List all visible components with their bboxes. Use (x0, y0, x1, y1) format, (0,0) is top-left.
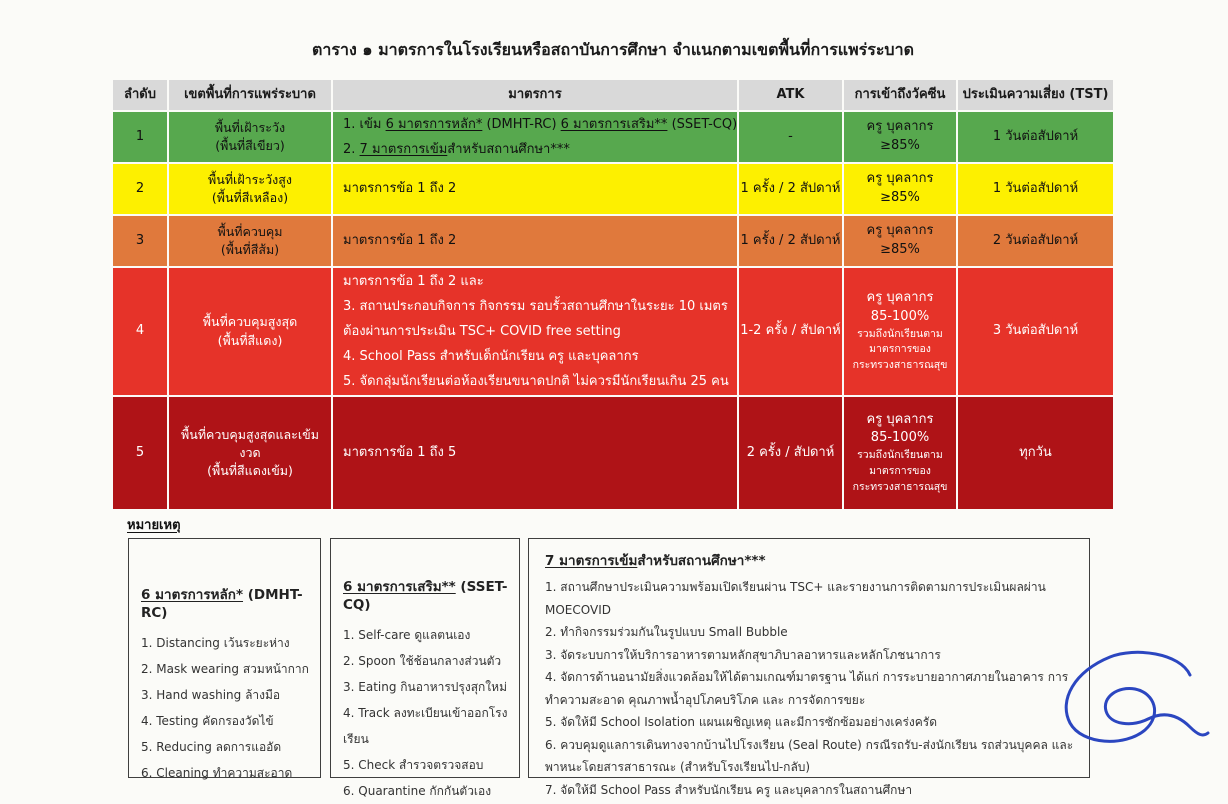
note-item: 1. Self-care ดูแลตนเอง (343, 628, 471, 642)
header-vaccine: การเข้าถึงวัคซีน (844, 80, 956, 110)
tst-cell: 1 วันต่อสัปดาห์ (958, 164, 1113, 214)
vaccine-cell (844, 112, 956, 162)
measures-cell (333, 268, 737, 395)
handwritten-signature (1040, 645, 1210, 755)
atk-cell: 1 ครั้ง / 2 สัปดาห์ (739, 164, 842, 214)
page-title: ตาราง ๑ มาตรการในโรงเรียนหรือสถาบันการศึกษา จำแนกตามเขตพื้นที่การแพร่ระบาด (312, 40, 914, 59)
atk-cell: 2 ครั้ง / สัปดาห์ (739, 397, 842, 509)
vaccine-note-line: รวมถึงนักเรียนตาม (857, 327, 943, 340)
measure-line: 5. จัดกลุ่มนักเรียนต่อห้องเรียนขนาดปกติ ไม่ควรมีนักเรียนเกิน 25 คน (343, 374, 729, 389)
vaccine-cell (844, 397, 956, 509)
note-box-main-measures (128, 538, 321, 778)
note-item: 3. Eating กินอาหารปรุงสุกใหม่ (343, 680, 507, 694)
note-box-supplementary-measures (330, 538, 520, 798)
vaccine-percent: 85-100% (870, 308, 930, 324)
zone-name: พื้นที่ควบคุมสูงสุด (202, 314, 298, 330)
vaccine-note-line: รวมถึงนักเรียนตาม (857, 449, 943, 462)
row-number: 5 (113, 397, 167, 509)
vaccine-group: ครู บุคลากร (866, 171, 934, 187)
row-number: 1 (113, 112, 167, 162)
note-item: 5. จัดให้มี School Isolation แผนเผชิญเหตุ และมีการซักซ้อมอย่างเคร่งครัด (545, 715, 938, 729)
tst-cell: 1 วันต่อสัปดาห์ (958, 112, 1113, 162)
vaccine-group: ครู บุคลากร (866, 411, 934, 427)
row-number: 4 (113, 268, 167, 395)
vaccine-percent: ≥85% (880, 190, 920, 205)
table-row-green (113, 112, 1113, 162)
note-item: 1. สถานศึกษาประเมินความพร้อมเปิดเรียนผ่าน TSC+ และรายงานการติดตามการประเมินผลผ่าน MOECOVID (545, 580, 1046, 617)
note-item: 2. Spoon ใช้ช้อนกลางส่วนตัว (343, 654, 502, 668)
note-item: 6. Quarantine กักกันตัวเอง (343, 784, 492, 798)
vaccine-percent: 85-100% (870, 430, 930, 446)
atk-cell: 1-2 ครั้ง / สัปดาห์ (739, 268, 842, 395)
row-number: 3 (113, 216, 167, 266)
zone-color-label: (พื้นที่สีแดงเข้ม) (207, 463, 293, 479)
zone-cell (169, 164, 331, 214)
vaccine-note-line: กระทรวงสาธารณสุข (852, 480, 948, 493)
measures-cell: มาตรการข้อ 1 ถึง 2 (333, 216, 737, 266)
notes-heading: หมายเหตุ (127, 518, 181, 533)
note-item: 2. Mask wearing สวมหน้ากาก (141, 662, 309, 676)
measure-line (343, 137, 570, 162)
atk-cell: 1 ครั้ง / 2 สัปดาห์ (739, 216, 842, 266)
note-item: 6. Cleaning ทำความสะอาด (141, 766, 293, 780)
vaccine-group: ครู บุคลากร (866, 290, 934, 306)
measure-underlined-segment: 6 มาตรการเสริม** (560, 117, 668, 132)
zone-cell (169, 216, 331, 266)
zone-cell (169, 268, 331, 395)
zone-color-label: (พื้นที่สีเขียว) (215, 138, 285, 153)
vaccine-note-line: มาตรการของ (869, 343, 931, 356)
measure-text-segment: (DMHT-RC) (482, 117, 561, 132)
note-box-title (343, 575, 511, 613)
vaccine-cell (844, 216, 956, 266)
measure-text-segment: 1. เข้ม (343, 117, 386, 132)
note-box-title (141, 583, 312, 621)
header-measures: มาตรการ (333, 80, 737, 110)
measure-line (343, 112, 737, 137)
note-title-rest: (DMHT-RC) (141, 587, 303, 621)
note-box-title (545, 549, 1077, 571)
measure-line: 3. สถานประกอบกิจการ กิจกรรม รอบรั้วสถานศึกษาในระยะ 10 เมตร (343, 299, 728, 314)
measure-line: มาตรการข้อ 1 ถึง 2 และ (343, 274, 484, 289)
measure-line: ต้องผ่านการประเมิน TSC+ COVID free setting (343, 324, 621, 339)
vaccine-group: ครู บุคลากร (866, 223, 934, 239)
note-item: 3. Hand washing ล้างมือ (141, 688, 281, 702)
note-item: 5. Check สำรวจตรวจสอบ (343, 758, 484, 772)
vaccine-percent: ≥85% (880, 138, 920, 153)
note-title-rest: สำหรับสถานศึกษา*** (637, 553, 766, 569)
table-row-orange (113, 216, 1113, 266)
header-zone: เขตพื้นที่การแพร่ระบาด (169, 80, 331, 110)
measures-cell: มาตรการข้อ 1 ถึง 5 (333, 397, 737, 509)
tst-cell: 3 วันต่อสัปดาห์ (958, 268, 1113, 395)
vaccine-percent: ≥85% (880, 242, 920, 257)
measure-text-segment: สำหรับสถานศึกษา*** (447, 142, 570, 157)
table-header-row (113, 80, 1113, 110)
zone-name: พื้นที่เฝ้าระวังสูง (208, 171, 292, 187)
table-row-red (113, 268, 1113, 395)
tst-cell: 2 วันต่อสัปดาห์ (958, 216, 1113, 266)
note-item: 4. Testing คัดกรองวัดไข้ (141, 714, 274, 728)
note-title-underlined: 6 มาตรการเสริม** (343, 579, 456, 595)
vaccine-note-line: มาตรการของ (869, 464, 931, 477)
zone-name: พื้นที่ควบคุมสูงสุดและเข้มงวด (181, 426, 319, 460)
header-tst: ประเมินความเสี่ยง (TST) (958, 80, 1113, 110)
measures-cell: มาตรการข้อ 1 ถึง 2 (333, 164, 737, 214)
note-title-underlined: 7 มาตรการเข้ม (545, 553, 638, 569)
note-item: 4. จัดการด้านอนามัยสิ่งแวดล้อมให้ได้ตามเกณฑ์มาตรฐาน ได้แก่ การระบายอากาศภายในอาคาร การทำความสะอาด คุณภาพน้ำอุปโภคบริโภค และ การจัดการขยะ (545, 670, 1069, 707)
zone-cell (169, 112, 331, 162)
header-no: ลำดับ (113, 80, 167, 110)
zone-color-label: (พื้นที่สีส้ม) (220, 242, 280, 257)
note-item: 5. Reducing ลดการแออัด (141, 740, 282, 754)
note-title-underlined: 6 มาตรการหลัก* (141, 587, 244, 603)
vaccine-cell (844, 164, 956, 214)
measure-underlined-segment: 7 มาตรการเข้ม (359, 142, 448, 157)
zone-name: พื้นที่ควบคุม (217, 223, 283, 239)
note-item: 7. จัดให้มี School Pass สำหรับนักเรียน ครู และบุคลากรในสถานศึกษา (545, 782, 913, 797)
measure-underlined-segment: 6 มาตรการหลัก* (385, 117, 483, 132)
measures-cell (333, 112, 737, 162)
note-item: 1. Distancing เว้นระยะห่าง (141, 636, 290, 650)
note-title-rest: (SSET-CQ) (343, 579, 508, 613)
note-item: 2. ทำกิจกรรมร่วมกันในรูปแบบ Small Bubble (545, 625, 788, 639)
measure-text-segment: 2. (343, 142, 360, 157)
zone-color-label: (พื้นที่สีเหลือง) (211, 190, 289, 205)
table-row-yellow (113, 164, 1113, 214)
note-box-strict-measures (528, 538, 1090, 797)
vaccine-cell (844, 268, 956, 395)
measures-table (113, 80, 1113, 509)
measure-line: 4. School Pass สำหรับเด็กนักเรียน ครู และบุคลากร (343, 349, 639, 364)
zone-color-label: (พื้นที่สีแดง) (217, 332, 283, 348)
table-row-dark-red (113, 397, 1113, 509)
zone-name: พื้นที่เฝ้าระวัง (214, 119, 286, 135)
measure-text-segment: (SSET-CQ) (667, 117, 738, 132)
vaccine-group: ครู บุคลากร (866, 119, 934, 135)
atk-cell: - (739, 112, 842, 162)
vaccine-note-line: กระทรวงสาธารณสุข (852, 359, 948, 372)
note-item: 4. Track ลงทะเบียนเข้าออกโรงเรียน (343, 706, 508, 746)
header-atk: ATK (739, 80, 842, 110)
tst-cell: ทุกวัน (958, 397, 1113, 509)
row-number: 2 (113, 164, 167, 214)
zone-cell (169, 397, 331, 509)
note-item: 3. จัดระบบการให้บริการอาหารตามหลักสุขาภิบาลอาหารและหลักโภชนาการ (545, 647, 941, 662)
note-item: 6. ควบคุมดูแลการเดินทางจากบ้านไปโรงเรียน (Seal Route) กรณีรถรับ-ส่งนักเรียน รถส่วนบุคคล และพาหนะโดยสารสาธารณะ (สำหรับโรงเรียนไป-กลับ) (545, 737, 1074, 774)
